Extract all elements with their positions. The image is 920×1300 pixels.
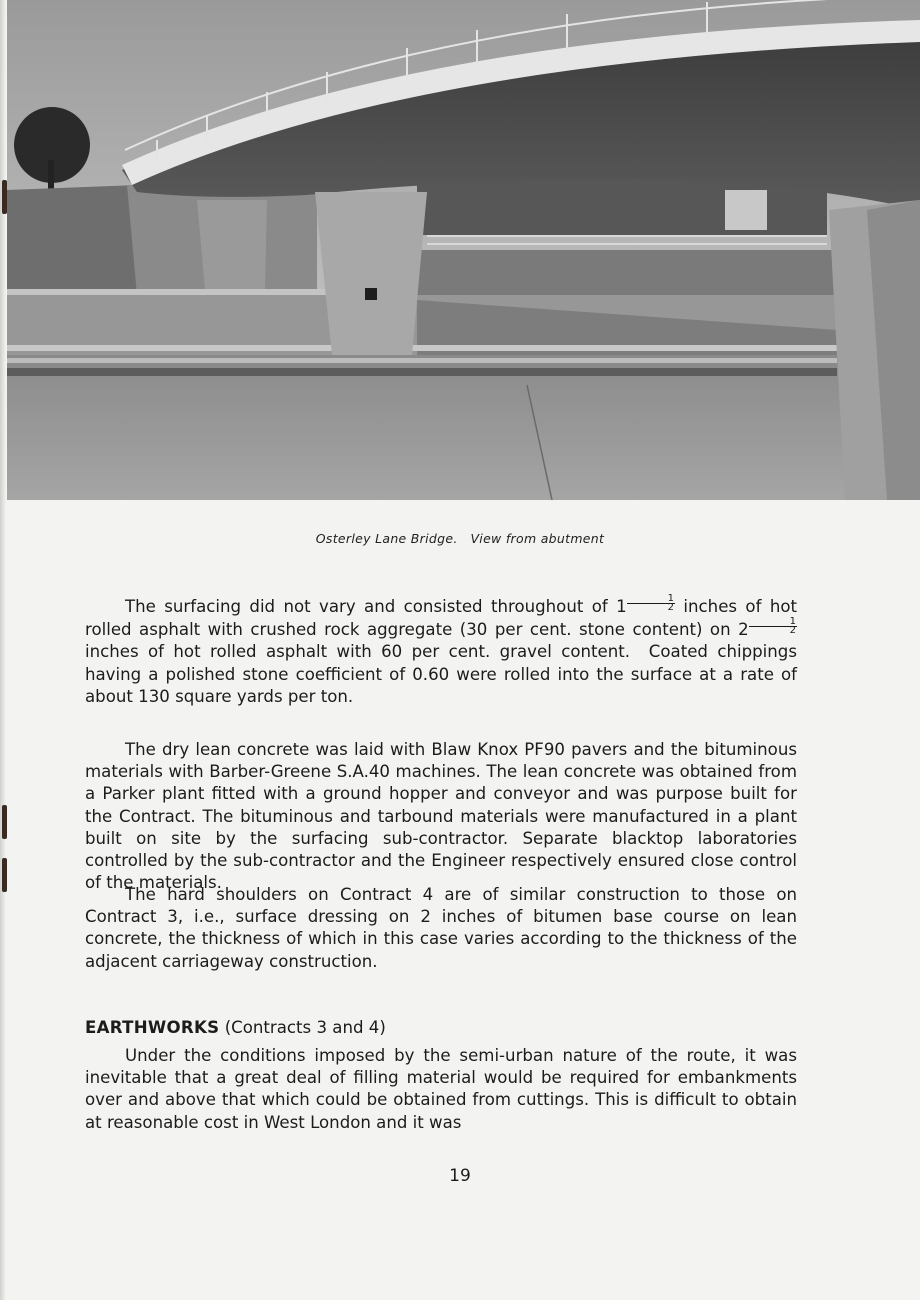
bridge-photo-illustration	[7, 0, 920, 500]
page-number: 19	[449, 1166, 471, 1186]
paragraph-text: The hard shoulders on Contract 4 are of similar construction to those on Contract 3, i.e., surface dressing on 2 inches of bitumen base course on lean concrete, the thickness of which in this case varies according to the thickness of the adjacent carriageway construction.	[85, 885, 797, 971]
text-run: inches of hot rolled asphalt with 60 per cent. gravel content. Coated chippings having a polished stone coefficient of 0.60 were rolled into the surface at a rate of about 130 square yards per ton.	[85, 642, 797, 706]
house	[725, 190, 767, 230]
fraction-numerator: 1	[627, 595, 675, 604]
section-heading-title: EARTHWORKS	[85, 1018, 220, 1037]
photo-caption: Osterley Lane Bridge. View from abutment	[315, 531, 605, 546]
staple	[2, 858, 7, 892]
text-run: inches of hot rolled asphalt with crushed rock aggregate (30 per cent. stone content) on 2	[85, 597, 797, 640]
pier-plaque	[365, 288, 377, 300]
paragraph-hard-shoulders	[85, 884, 797, 973]
fraction-denominator: 2	[667, 602, 675, 613]
left-embankment	[7, 185, 137, 295]
section-heading	[85, 1018, 386, 1037]
staple	[2, 805, 7, 839]
section-heading-subtitle: (Contracts 3 and 4)	[219, 1018, 386, 1037]
paragraph-earthworks	[85, 1045, 797, 1134]
paragraph-text: The dry lean concrete was laid with Blaw Knox PF90 pavers and the bituminous materials with Barber-Greene S.A.40 machines. The lean concrete was obtained from a Parker plant fitted with a ground hopper and conveyor and was purpose built for the Contract. The bituminous and tarbound materials were manufactured in a plant built on site by the surfacing sub-contractor. Separate blacktop laboratories controlled by the sub-contractor and the Engineer respectively ensured close control of the materials.	[85, 740, 797, 893]
text-run: The surfacing did not vary and consisted throughout of 1	[125, 597, 627, 616]
bridge-photograph	[7, 0, 920, 500]
paragraph-text: Under the conditions imposed by the semi-urban nature of the route, it was inevitable that a great deal of filling material would be required for embankments over and above that which could be obtained from cuttings. This is difficult to obtain at reasonable cost in West London and it was	[85, 1046, 797, 1132]
carriageway-near	[7, 375, 920, 500]
central-pier	[315, 192, 427, 355]
fraction-one-half	[749, 618, 797, 635]
fraction-denominator: 2	[789, 625, 796, 637]
fraction-numerator: 1	[749, 618, 797, 627]
fraction-one-half	[627, 595, 675, 612]
paragraph-surfacing	[85, 595, 797, 708]
paragraph-lean-concrete	[85, 739, 797, 894]
abutment-pier	[197, 200, 267, 290]
